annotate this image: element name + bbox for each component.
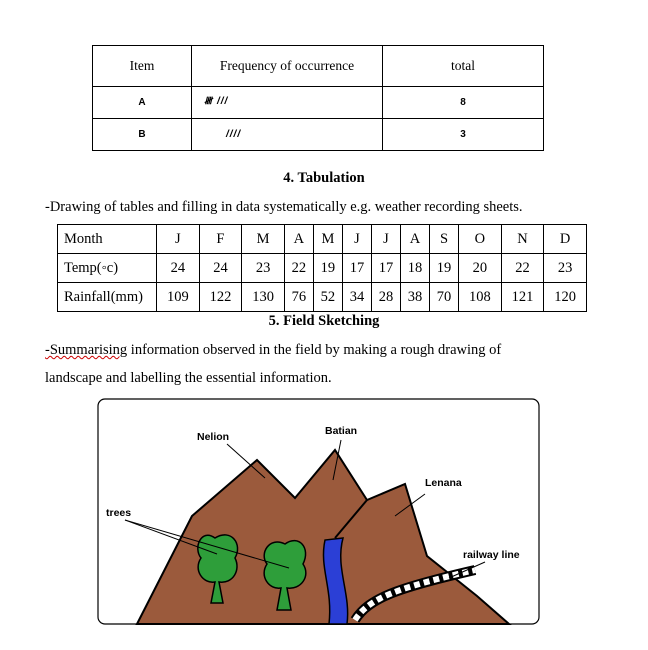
- weather-table: [57, 224, 587, 312]
- temp-cell: 18: [401, 254, 430, 283]
- section-5-heading: 5. Field Sketching: [268, 313, 380, 329]
- temp-cell: 17: [342, 254, 371, 283]
- rain-cell: 76: [284, 283, 313, 312]
- label-batian: Batian: [325, 425, 358, 437]
- temp-cell: 24: [199, 254, 242, 283]
- label-trees: trees: [106, 507, 132, 519]
- weather-row-temp: [58, 254, 587, 283]
- section-5-text: [45, 342, 585, 359]
- month-cell: A: [401, 225, 430, 254]
- rain-cell: 34: [342, 283, 371, 312]
- tally-row-b-total: 3: [383, 119, 544, 151]
- tally-table: [92, 45, 544, 151]
- month-cell: D: [544, 225, 587, 254]
- section-4-text: -Drawing of tables and filling in data systematically e.g. weather recording sheets.: [45, 199, 523, 215]
- month-cell: S: [430, 225, 459, 254]
- section-5-text-rest: information observed in the field by making a rough drawing of: [127, 342, 502, 358]
- rain-cell: 109: [157, 283, 200, 312]
- month-cell: A: [284, 225, 313, 254]
- section-5-first-word: -Summarising: [45, 342, 128, 358]
- field-sketch: [97, 398, 541, 626]
- rain-cell: 38: [401, 283, 430, 312]
- month-cell: F: [199, 225, 242, 254]
- tally-row-a-marks: 𝍸 ///: [192, 87, 383, 119]
- month-cell: N: [501, 225, 544, 254]
- tally-header-item: Item: [93, 46, 192, 87]
- month-cell: J: [157, 225, 200, 254]
- month-cell: O: [459, 225, 502, 254]
- month-cell: J: [342, 225, 371, 254]
- weather-row-rain: [58, 283, 587, 312]
- temp-cell: 22: [501, 254, 544, 283]
- temp-cell: 22: [284, 254, 313, 283]
- rain-cell: 70: [430, 283, 459, 312]
- temp-cell: 19: [313, 254, 342, 283]
- tally-row-b-marks: ////: [192, 119, 383, 151]
- tally-row-b-item: B: [93, 119, 192, 151]
- month-cell: M: [242, 225, 285, 254]
- month-label: Month: [58, 225, 157, 254]
- rain-cell: 108: [459, 283, 502, 312]
- weather-row-month: [58, 225, 587, 254]
- rain-cell: 130: [242, 283, 285, 312]
- section-5-text-line2: landscape and labelling the essential information.: [45, 370, 332, 386]
- rain-cell: 28: [371, 283, 400, 312]
- temp-cell: 23: [242, 254, 285, 283]
- section-4-heading: 4. Tabulation: [283, 170, 365, 186]
- rain-cell: 120: [544, 283, 587, 312]
- month-cell: M: [313, 225, 342, 254]
- rain-cell: 122: [199, 283, 242, 312]
- rain-label: Rainfall(mm): [58, 283, 157, 312]
- tally-header-frequency: Frequency of occurrence: [192, 46, 383, 87]
- label-lenana: Lenana: [425, 477, 462, 489]
- rain-cell: 52: [313, 283, 342, 312]
- temp-cell: 19: [430, 254, 459, 283]
- temp-cell: 20: [459, 254, 502, 283]
- rain-cell: 121: [501, 283, 544, 312]
- temp-cell: 23: [544, 254, 587, 283]
- tally-row-a-total: 8: [383, 87, 544, 119]
- temp-cell: 17: [371, 254, 400, 283]
- temp-label: Temp(◦c): [58, 254, 157, 283]
- label-nelion: Nelion: [197, 431, 230, 443]
- temp-cell: 24: [157, 254, 200, 283]
- label-railway: railway line: [463, 549, 520, 561]
- tally-header-total: total: [383, 46, 544, 87]
- tally-row-a-item: A: [93, 87, 192, 119]
- month-cell: J: [371, 225, 400, 254]
